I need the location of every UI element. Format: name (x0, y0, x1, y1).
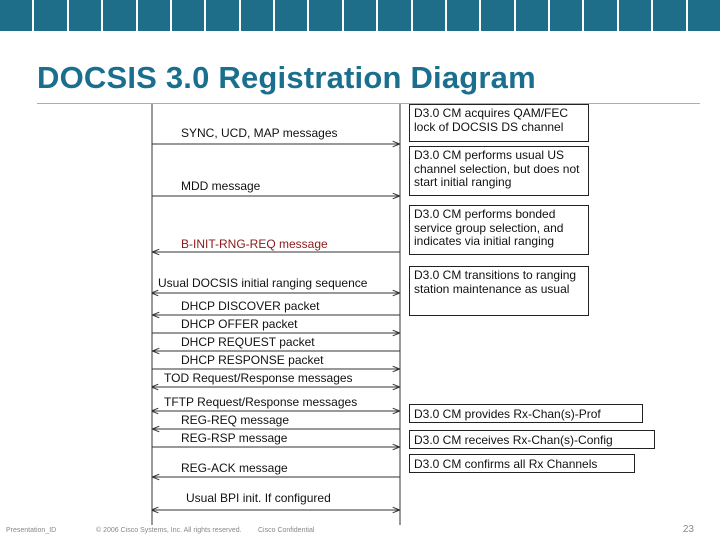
sync-message-label: SYNC, UCD, MAP messages (181, 126, 338, 140)
note-ranging-maintenance: D3.0 CM transitions to ranging station maintenance as usual (409, 266, 589, 316)
dhcp-offer-label: DHCP OFFER packet (181, 317, 298, 331)
tftp-label: TFTP Request/Response messages (164, 395, 358, 409)
usual-ranging-label: Usual DOCSIS initial ranging sequence (158, 276, 368, 290)
reg-req-label: REG-REQ message (181, 413, 290, 427)
footer-confidential: Cisco Confidential (258, 527, 315, 534)
bpi-label: Usual BPI init. If configured (186, 491, 331, 505)
binit-message-label: B-INIT-RNG-REQ message (181, 237, 328, 251)
mdd-message-label: MDD message (181, 179, 261, 193)
note-rx-chan-config: D3.0 CM receives Rx-Chan(s)-Config (409, 430, 655, 449)
tod-label: TOD Request/Response messages (164, 371, 353, 385)
reg-rsp-label: REG-RSP message (181, 431, 288, 445)
page-number: 23 (682, 524, 694, 535)
reg-ack-label: REG-ACK message (181, 461, 288, 475)
note-qam-fec-lock: D3.0 CM acquires QAM/FEC lock of DOCSIS DS channel (409, 104, 589, 142)
footer-presentation-id: Presentation_ID (6, 527, 57, 534)
dhcp-response-label: DHCP RESPONSE packet (181, 353, 324, 367)
slide-title: DOCSIS 3.0 Registration Diagram (37, 60, 536, 95)
note-confirm-rx-channels: D3.0 CM confirms all Rx Channels (409, 454, 635, 473)
note-rx-chan-prof: D3.0 CM provides Rx-Chan(s)-Prof (409, 404, 643, 423)
dhcp-request-label: DHCP REQUEST packet (181, 335, 315, 349)
dhcp-discover-label: DHCP DISCOVER packet (181, 299, 320, 313)
note-bonded-service-group: D3.0 CM performs bonded service group selection, and indicates via initial ranging (409, 205, 589, 255)
footer-copyright: © 2006 Cisco Systems, Inc. All rights reserved. (96, 527, 242, 534)
note-us-channel-selection: D3.0 CM performs usual US channel selection, but does not start initial ranging (409, 146, 589, 196)
